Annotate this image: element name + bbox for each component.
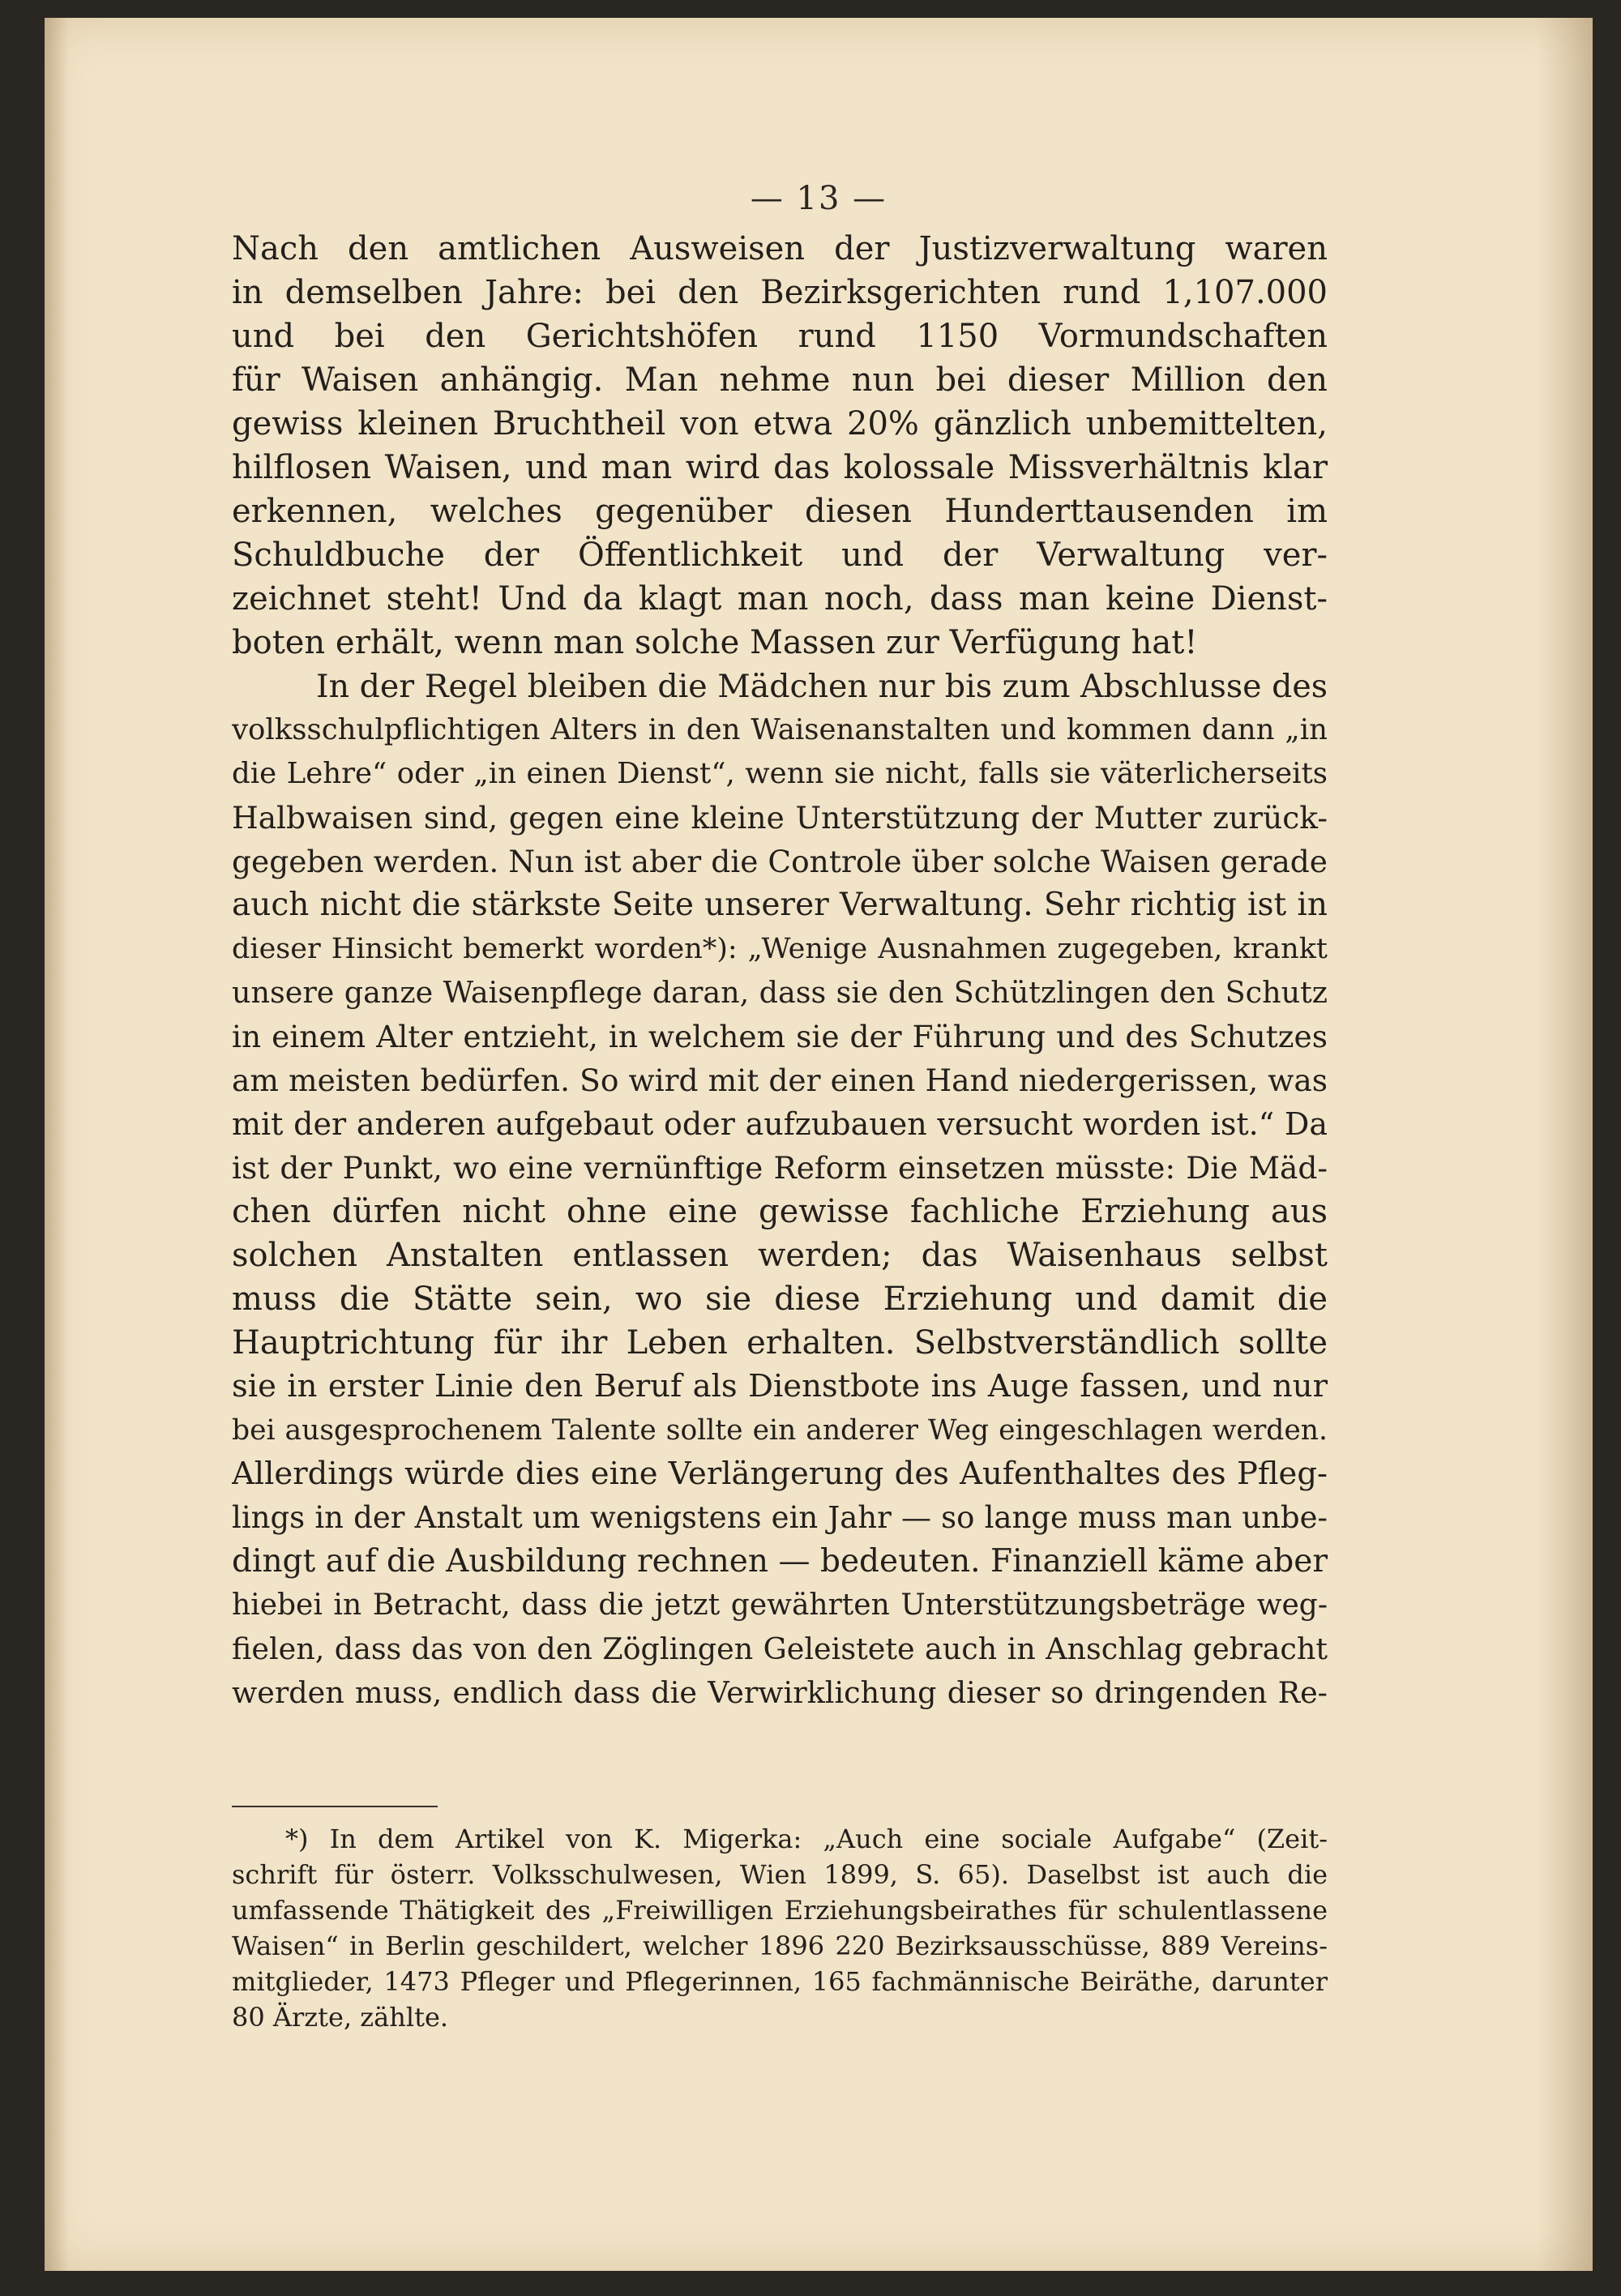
text-line: zeichnet steht! Und da klagt man noch, dass man keine Dienst- [232, 580, 1328, 618]
text-line: hilflosen Waisen, und man wird das kolossale Missverhältnis klar [232, 449, 1328, 486]
text-line: boten erhält, wenn man solche Massen zur Verfügung hat! [232, 624, 1198, 661]
text-line: bei ausgesprochenem Talente sollte ein anderer Weg eingeschlagen werden. [232, 1414, 1328, 1447]
text-line: am meisten bedürfen. So wird mit der einen Hand niedergerissen, was [232, 1062, 1328, 1098]
text-line: In der Regel bleiben die Mädchen nur bis zum Abschlusse des [316, 668, 1328, 705]
text-line: solchen Anstalten entlassen werden; das Waisenhaus selbst [232, 1237, 1328, 1274]
text-line: gegeben werden. Nun ist aber die Controle über solche Waisen gerade [232, 844, 1328, 879]
text-line: Hauptrichtung für ihr Leben erhalten. Selbstverständlich sollte [232, 1324, 1328, 1362]
text-line: fielen, dass das von den Zöglingen Geleistete auch in Anschlag gebracht [232, 1631, 1328, 1666]
text-line: chen dürfen nicht ohne eine gewisse fachliche Erziehung aus [232, 1193, 1328, 1230]
text-line: Halbwaisen sind, gegen eine kleine Unterstützung der Mutter zurück- [232, 800, 1328, 836]
main-text [232, 227, 1328, 1715]
footnote-line: mitglieder, 1473 Pfleger und Pflegerinnen, 165 fachmännische Beiräthe, darunter [232, 1966, 1328, 1997]
text-line: für Waisen anhängig. Man nehme nun bei dieser Million den [232, 361, 1328, 399]
text-line: gewiss kleinen Bruchtheil von etwa 20% gänzlich unbemittelten, [232, 405, 1328, 443]
text-line: unsere ganze Waisenpflege daran, dass sie den Schützlingen den Schutz [232, 975, 1328, 1010]
text-line: dieser Hinsicht bemerkt worden*): „Wenige Ausnahmen zugegeben, krankt [232, 933, 1328, 965]
page-gutter-shadow [45, 18, 69, 2271]
text-line: hiebei in Betracht, dass die jetzt gewährten Unterstützungsbeträge weg- [232, 1588, 1328, 1622]
text-line: erkennen, welches gegenüber diesen Hunderttausenden im [232, 493, 1328, 530]
paragraph-1 [232, 227, 1328, 665]
footnote [232, 1821, 1328, 2035]
footnote-divider [232, 1806, 438, 1807]
footnote-line: schrift für österr. Volksschulwesen, Wien 1899, S. 65). Daselbst ist auch die [232, 1859, 1328, 1890]
text-line: Allerdings würde dies eine Verlängerung des Aufenthaltes des Pfleg- [232, 1456, 1328, 1492]
text-line: die Lehre“ oder „in einen Dienst“, wenn sie nicht, falls sie väterlicherseits [232, 757, 1328, 790]
text-line: sie in erster Linie den Beruf als Dienstbote ins Auge fassen, und nur [232, 1368, 1328, 1405]
text-line: Nach den amtlichen Ausweisen der Justizverwaltung waren [232, 230, 1328, 267]
text-line: volksschulpflichtigen Alters in den Waisenanstalten und kommen dann „in [232, 713, 1328, 746]
footnote-line: Waisen“ in Berlin geschildert, welcher 1896 220 Bezirksausschüsse, 889 Vereins- [232, 1930, 1328, 1961]
text-line: muss die Stätte sein, wo sie diese Erziehung und damit die [232, 1281, 1328, 1318]
text-line: dingt auf die Ausbildung rechnen — bedeuten. Finanziell käme aber [232, 1543, 1328, 1580]
page-number: — 13 — [750, 180, 887, 217]
text-line: in einem Alter entzieht, in welchem sie der Führung und des Schutzes [232, 1019, 1328, 1054]
footnote-line: umfassende Thätigkeit des „Freiwilligen Erziehungsbeirathes für schulentlassene [232, 1895, 1328, 1926]
footnote-line: *) In dem Artikel von K. Migerka: „Auch eine sociale Aufgabe“ (Zeit- [285, 1824, 1328, 1854]
text-line: ist der Punkt, wo eine vernünftige Reform einsetzen müsste: Die Mäd- [232, 1150, 1328, 1186]
text-line: auch nicht die stärkste Seite unserer Verwaltung. Sehr richtig ist in [232, 887, 1328, 923]
footnote-line: 80 Ärzte, zählte. [232, 2002, 449, 2033]
text-line: lings in der Anstalt um wenigstens ein Jahr — so lange muss man unbe- [232, 1500, 1328, 1535]
page-edge-shadow [1536, 18, 1593, 2271]
text-line: und bei den Gerichtshöfen rund 1150 Vormundschaften [232, 318, 1328, 355]
paragraph-2 [232, 665, 1328, 1715]
text-line: in demselben Jahre: bei den Bezirksgerichten rund 1,107.000 [232, 274, 1328, 311]
text-line: werden muss, endlich dass die Verwirklichung dieser so dringenden Re- [232, 1675, 1328, 1710]
text-line: Schuldbuche der Öffentlichkeit und der Verwaltung ver- [232, 537, 1328, 574]
text-line: mit der anderen aufgebaut oder aufzubauen versucht worden ist.“ Da [232, 1106, 1328, 1142]
